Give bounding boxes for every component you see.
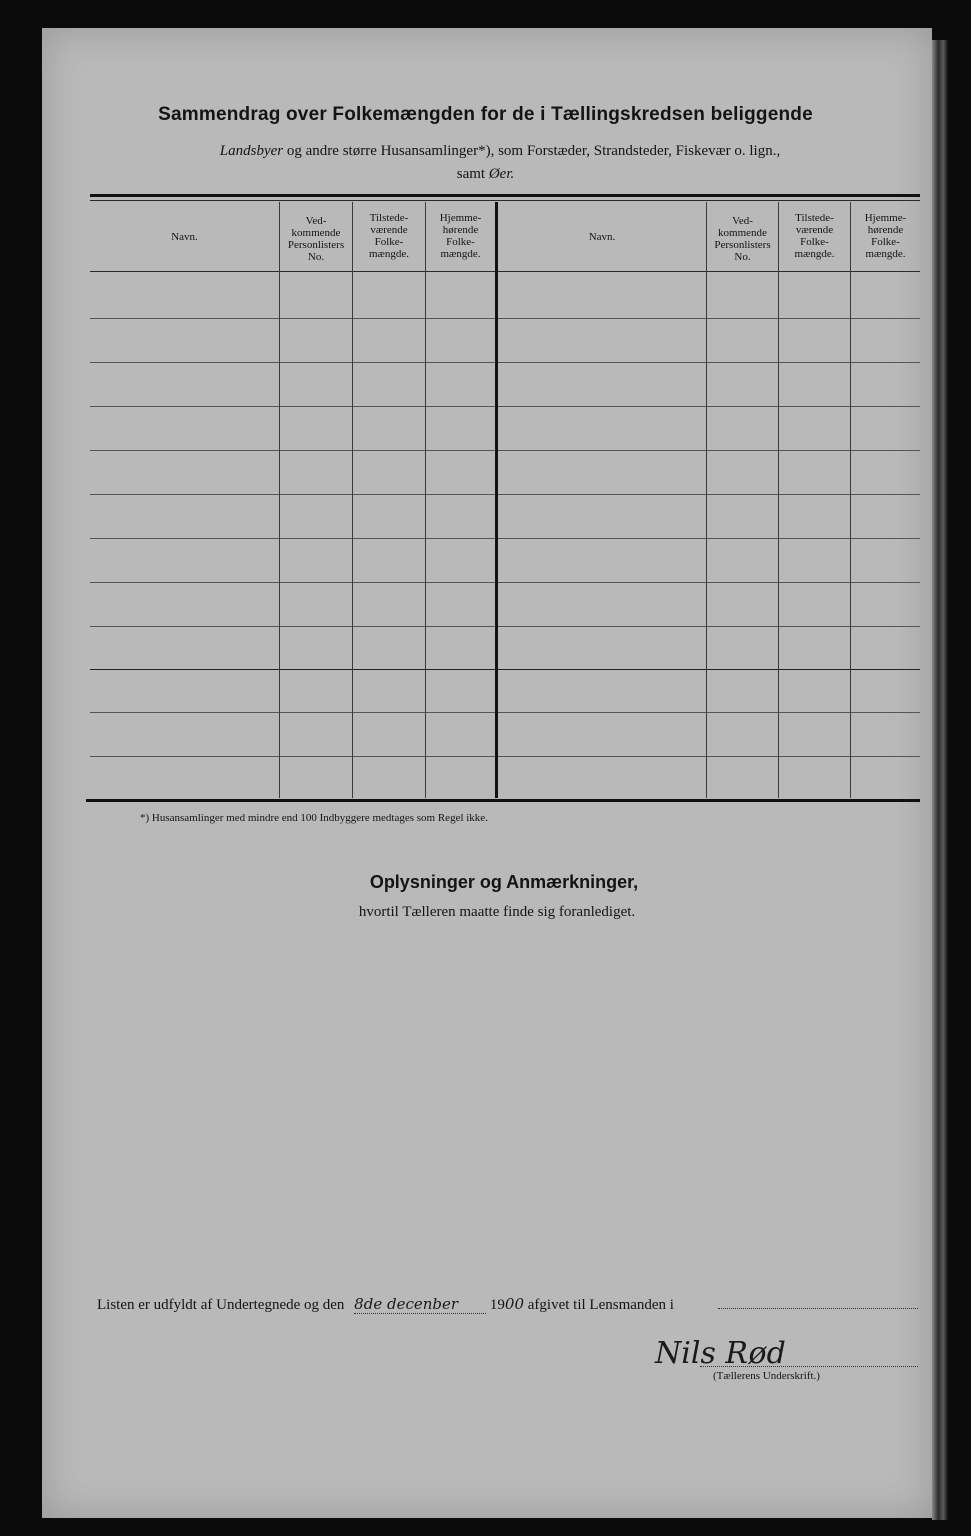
footnote: *) Husansamlinger med mindre end 100 Indbyggere medtages som Regel ikke.	[140, 812, 488, 824]
table-row	[90, 318, 920, 319]
table-top-rule-thin	[90, 200, 920, 201]
subtitle-line2-prefix: samt	[456, 166, 489, 182]
subtitle-line2-italic: Øer.	[488, 166, 515, 182]
table-row	[90, 626, 920, 627]
signoff-date: 8de decenber	[354, 1295, 486, 1314]
signature-caption: (Tællerens Underskrift.)	[713, 1370, 820, 1382]
col-header-tilstedevaerende-right: Tilstede- værende Folke- mængde.	[794, 212, 835, 260]
table-header-rule	[90, 271, 920, 272]
table-row	[90, 362, 920, 363]
col-header-personlister: Ved- kommende Personlisters No.	[287, 215, 345, 263]
col-header-tilstedevaerende: Tilstede- værende Folke- mængde.	[368, 212, 410, 260]
subtitle-italic: Landsbyer	[219, 143, 284, 159]
col-header-hjemmehorende: Hjemme- hørende Folke- mængde.	[439, 212, 482, 260]
col-divider	[706, 202, 707, 798]
signoff-text-after: afgivet til Lensmanden i	[527, 1297, 674, 1313]
col-header-navn: Navn.	[171, 231, 198, 243]
table-bottom-rule	[86, 799, 920, 802]
notes-subtitle: hvortil Tælleren maatte finde sig foranlediget.	[358, 904, 636, 920]
signature: Nils Rød	[655, 1336, 786, 1371]
col-divider	[352, 202, 353, 798]
col-header-navn-right: Navn.	[588, 231, 616, 243]
summary-title: Sammendrag over Folkemængden for de i Tællingskredsen beliggende	[158, 104, 813, 125]
page-edge	[932, 40, 948, 1520]
table-top-rule	[90, 194, 920, 197]
signature-line	[700, 1366, 918, 1367]
col-divider	[425, 202, 426, 798]
notes-title: Oplysninger og Anmærkninger,	[369, 872, 639, 892]
table-row	[90, 756, 920, 757]
center-divider	[495, 202, 498, 798]
summary-subtitle-line2	[0, 166, 971, 183]
col-divider	[850, 202, 851, 798]
signoff-text-before: Listen er udfyldt af Undertegnede og den	[97, 1297, 345, 1313]
lensmand-line	[718, 1308, 918, 1309]
table-row	[90, 494, 920, 495]
table-row	[90, 582, 920, 583]
col-divider	[778, 202, 779, 798]
table-row	[90, 538, 920, 539]
col-divider	[279, 202, 280, 798]
col-header-hjemmehorende-right: Hjemme- hørende Folke- mængde.	[864, 212, 907, 260]
signoff-year: 00	[504, 1295, 525, 1313]
table-row	[90, 450, 920, 451]
col-header-personlister-right: Ved- kommende Personlisters No.	[714, 215, 771, 263]
table-row	[90, 406, 920, 407]
summary-subtitle	[0, 143, 971, 160]
signoff-line	[97, 1295, 674, 1314]
signoff-year-prefix: 19	[489, 1297, 505, 1313]
subtitle-rest: og andre større Husansamlinger*), som Forstæder, Strandsteder, Fiskevær o. lign.,	[283, 143, 781, 159]
table-row	[90, 669, 920, 670]
table-row	[90, 712, 920, 713]
